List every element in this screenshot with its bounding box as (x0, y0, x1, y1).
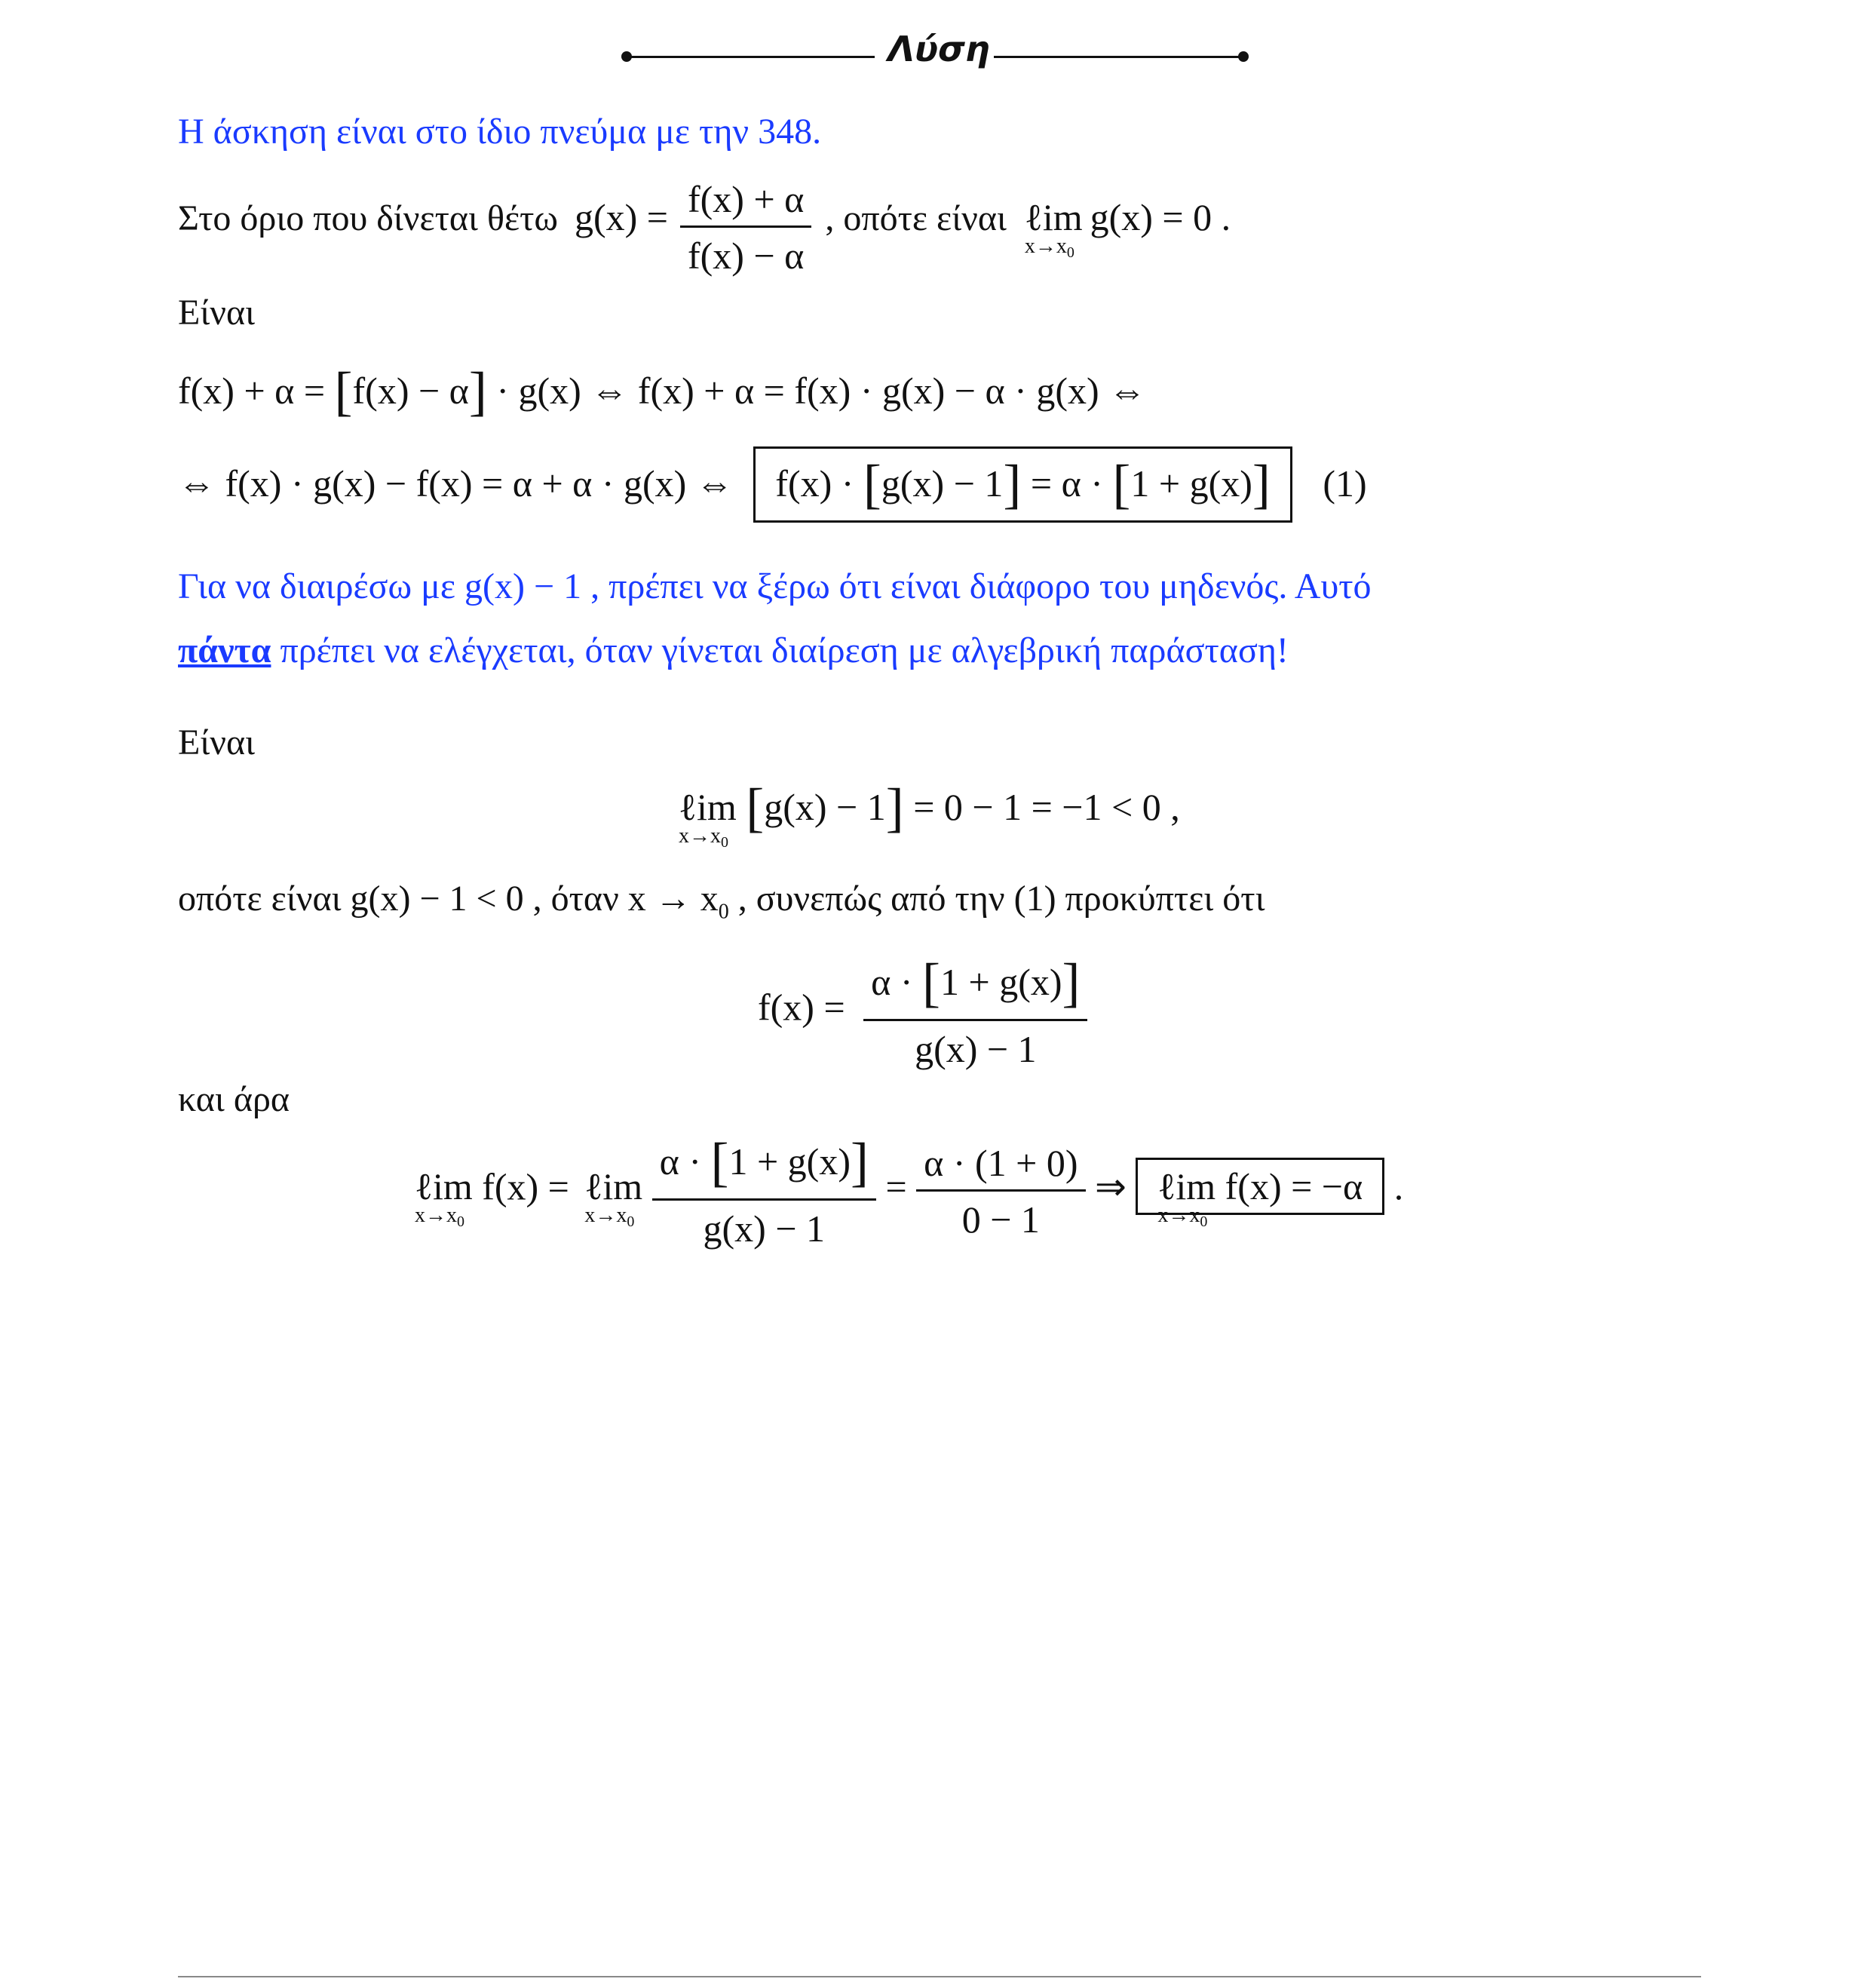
step1-prefix: Στο όριο που δίνεται θέτω (178, 198, 558, 239)
rule-right (994, 56, 1243, 58)
equation-5: ℓim $x\to x_0$ f(x) = ℓim $x\to x_0$ $\frac{\alpha \cdot [1 + g(x)]}{g(x) - 1}$ = $\frac{\alpha \cdot (1 + 0)}{0 - 1}$ ⇒ ℓim $x\to x_0$ f(x) = −α . (415, 1132, 1404, 1250)
equation-2 (178, 446, 1367, 523)
eq3-rest: = 0 − 1 = −1 < 0 , (913, 786, 1180, 828)
kai-ara: και άρα (178, 1079, 290, 1119)
eq5-boxed-result: ℓim $x\to x_0$ f(x) = −α (1136, 1158, 1384, 1215)
step1-denominator: f(x) − α (688, 235, 805, 277)
eq1-b: f(x) − α (352, 370, 469, 412)
note-line-2: πάντα πρέπει να ελέγχεται, όταν γίνεται διαίρεση με αλγεβρική παράσταση! (178, 630, 1289, 670)
eq1-a: f(x) + α = (178, 370, 326, 412)
rule-left (626, 56, 875, 58)
step1-limit (1024, 195, 1083, 262)
limit-subscript: $x\to x_0$ (1024, 235, 1074, 262)
step1-mid: , οπότε είναι (825, 198, 1007, 239)
header-title: Λύση (887, 29, 990, 69)
eq4-lhs: f(x) = (758, 986, 845, 1029)
equation-4 (758, 952, 1087, 1071)
intro-text: Η άσκηση είναι στο ίδιο πνεύμα με την 348. (178, 112, 822, 152)
limit-symbol: ℓim (1024, 196, 1083, 239)
footer-rule (178, 1976, 1701, 1977)
step1-fraction (680, 177, 811, 278)
note-bold: πάντα (178, 630, 271, 670)
eq2-a: ⇔ f(x) · g(x) − f(x) = α + α · g(x) ⇔ (178, 462, 734, 505)
eq2-boxed-result: f(x) · [g(x) − 1] = α · [1 + g(x)] (753, 446, 1292, 523)
equation-1: f(x) + α = [f(x) − α] · g(x) ⇔ f(x) + α = f(x) · g(x) − α · g(x) ⇔ (178, 361, 1147, 422)
note-line-1: Για να διαιρέσω με g(x) − 1 , πρέπει να ξέρω ότι είναι διάφορο του μηδενός. Αυτό (178, 566, 1372, 606)
eq3-inner: g(x) − 1 (764, 786, 886, 828)
eq2-tag: (1) (1323, 462, 1367, 505)
step1-line (178, 177, 1231, 278)
step1-numerator: f(x) + α (680, 177, 811, 228)
equation-3: ℓim $x\to x_0$ [g(x) − 1] = 0 − 1 = −1 < 0 , (679, 778, 1180, 851)
einai-2: Είναι (178, 722, 255, 762)
rule-dot-right (1238, 51, 1249, 62)
step1-rest: g(x) = 0 . (1090, 196, 1231, 239)
eq5-fraction-2: $\frac{\alpha \cdot (1 + 0)}{0 - 1}$ (916, 1141, 1085, 1241)
eq1-c: · g(x) ⇔ f(x) + α = f(x) · g(x) − α · g(x) ⇔ (496, 370, 1147, 412)
eq3-limit: ℓim $x\to x_0$ (679, 786, 737, 851)
step1-lhs: g(x) = (575, 196, 668, 239)
section-header (626, 30, 1244, 83)
einai-1: Είναι (178, 293, 255, 333)
eq4-fraction: $\frac{\alpha \cdot [1 + g(x)]}{g(x) - 1}$ (863, 952, 1087, 1071)
eq5-fraction-1: $\frac{\alpha \cdot [1 + g(x)]}{g(x) - 1}$ (652, 1131, 876, 1250)
step2-line: οπότε είναι g(x) − 1 < 0 , όταν $x \to x_0$ , συνεπώς από την (1) προκύπτει ότι (178, 879, 1265, 924)
